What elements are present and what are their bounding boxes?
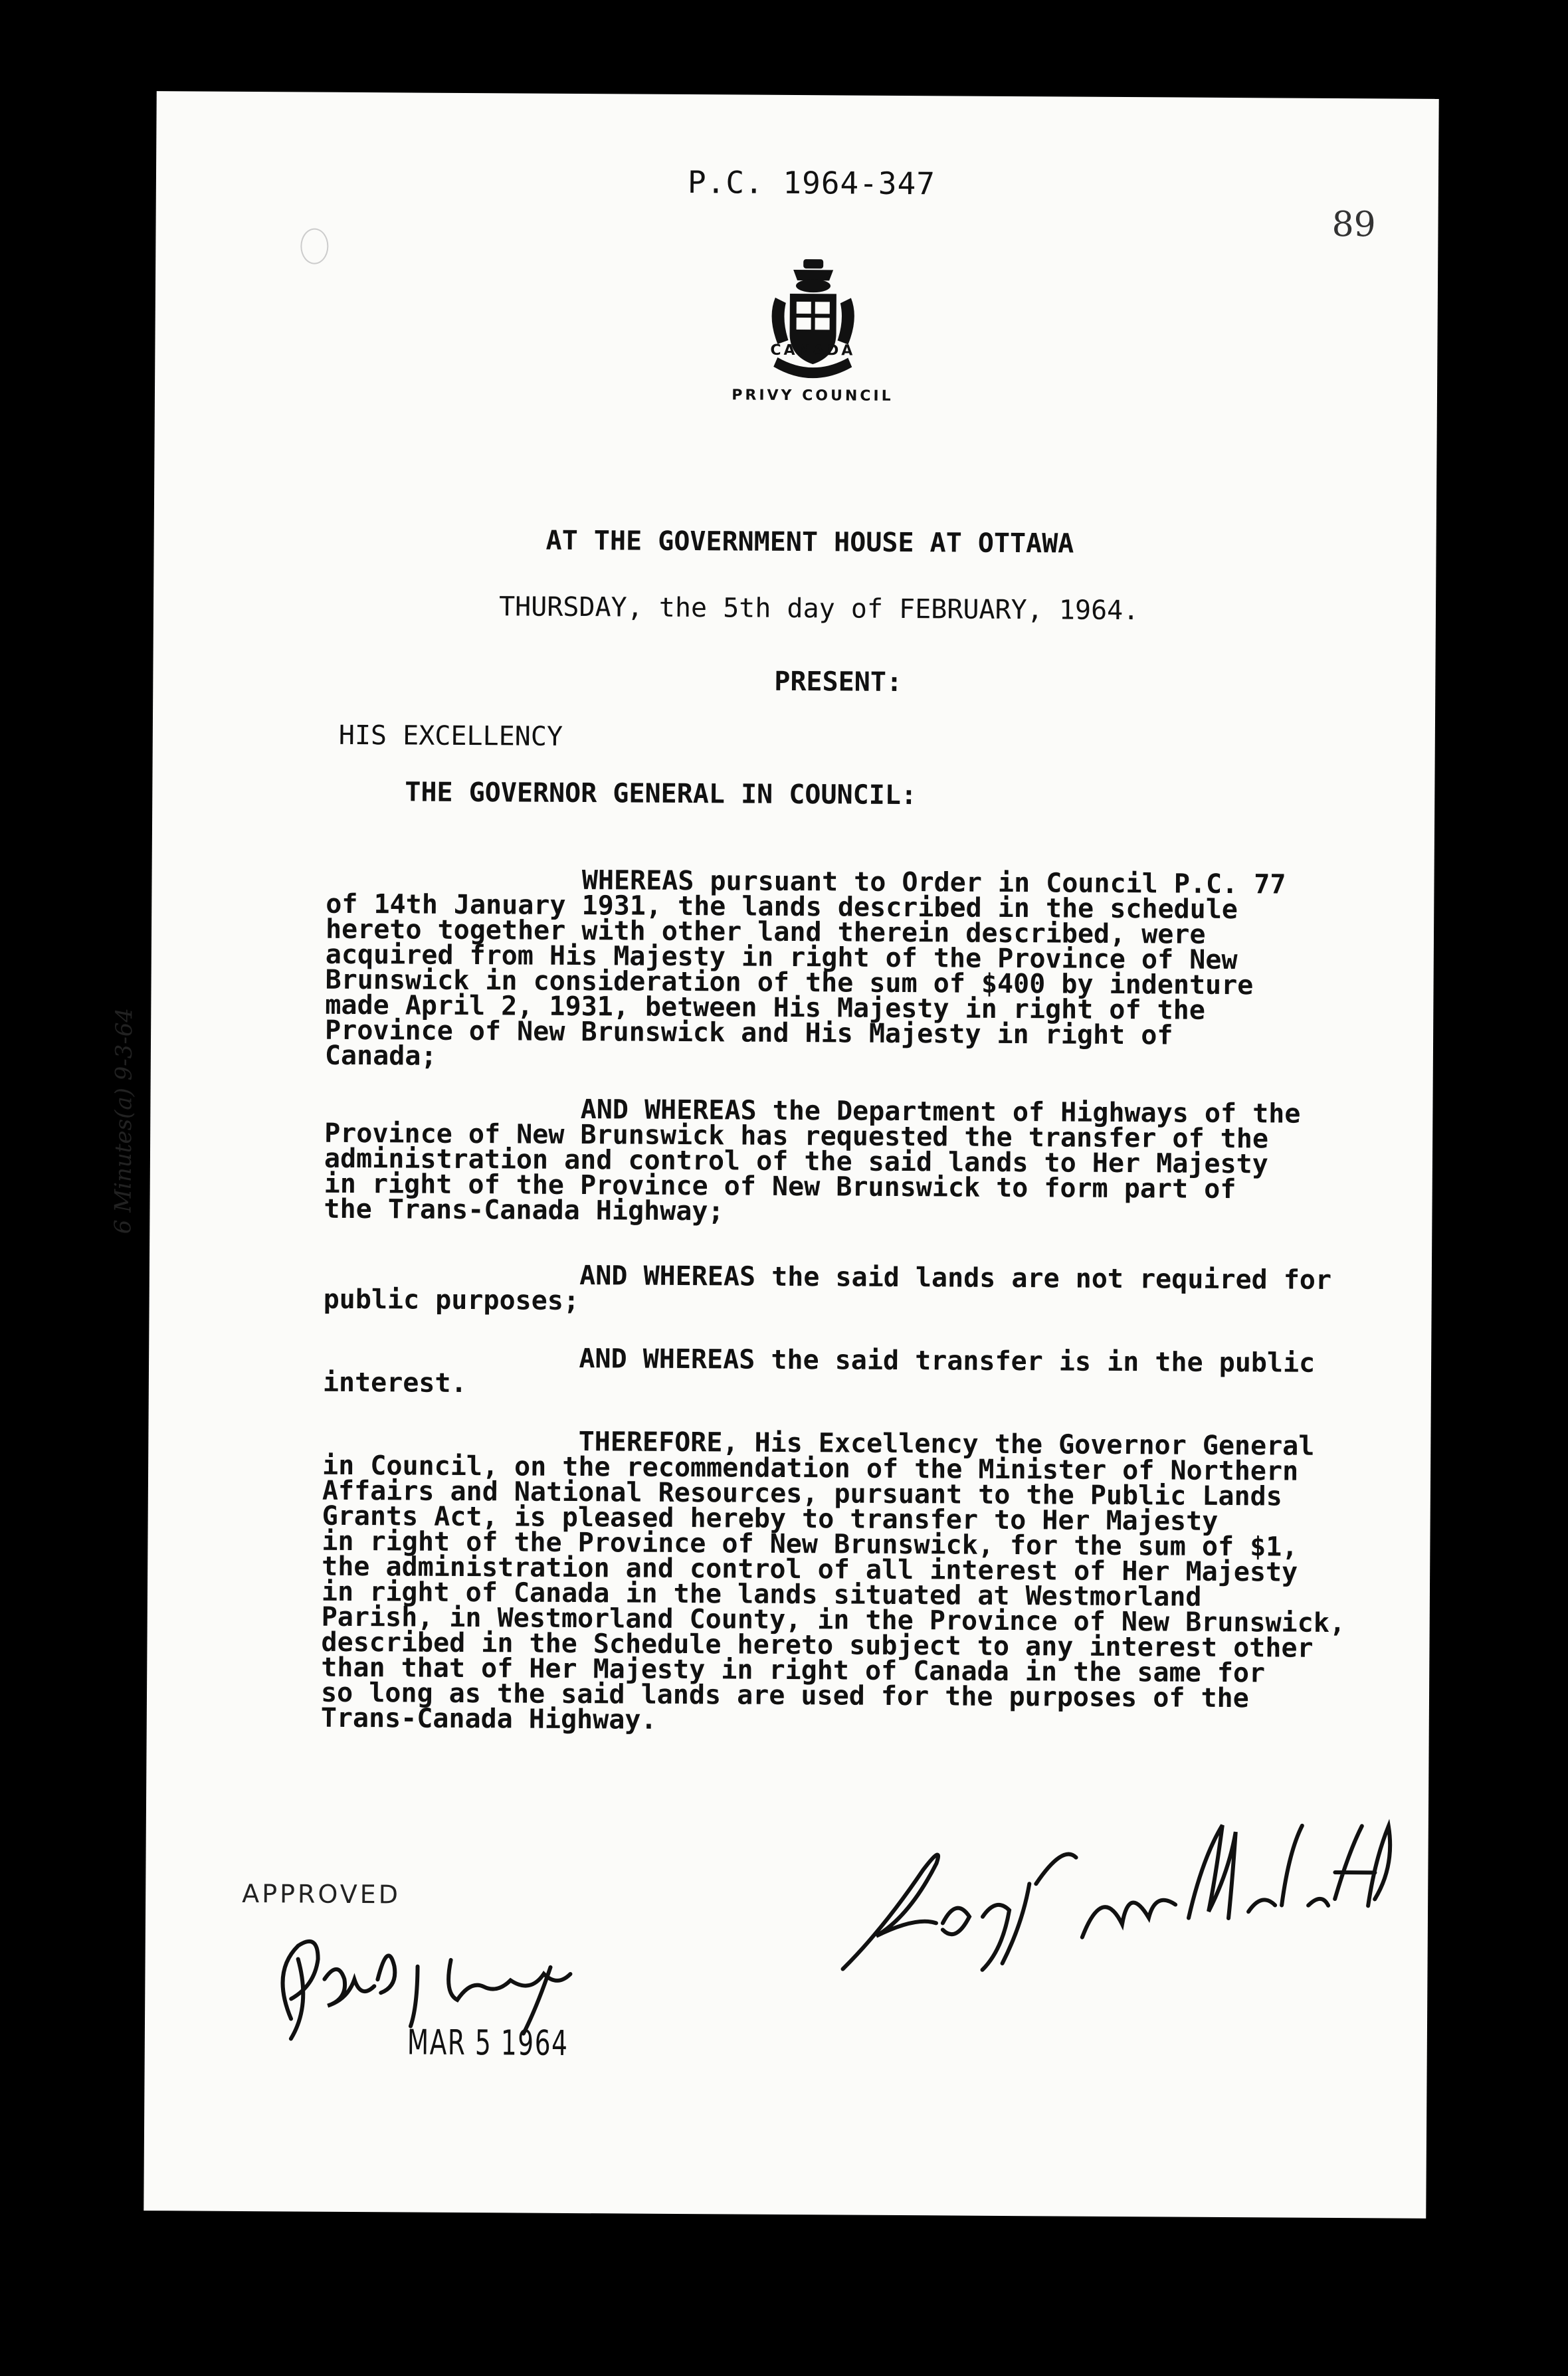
- order-number: P.C. 1964-347: [687, 164, 936, 202]
- clerk-signature: [816, 1803, 1402, 1992]
- document-page: [110, 91, 1438, 2219]
- privy-council-label: PRIVY COUNCIL: [732, 387, 894, 405]
- his-excellency: HIS EXCELLENCY: [338, 720, 563, 752]
- present-label: PRESENT:: [774, 666, 903, 698]
- whereas-paragraph-2: AND WHEREAS the Department of Highways of the Province of New Brunswick has requested the transfer of the administration and control of the said lands to Her Majesty in right of the Province of New Brunswick to form part of the Trans-Canada Highway;: [324, 1092, 1301, 1227]
- date-line: THURSDAY, the 5th day of FEBRUARY, 1964.: [498, 591, 1139, 627]
- governor-general-in-council: THE GOVERNOR GENERAL IN COUNCIL:: [405, 777, 918, 811]
- therefore-paragraph: THEREFORE, His Excellency the Governor General in Council, on the recommendation of the Minister of Northern Affairs and National Resources, pursuant to the Public Lands Grants Act, is pleased hereby to transfer to Her Majesty in right of the Province of New Brunswick, for the sum of $1, the administration and control of all interest of Her Majesty in right of Canada in the lands situated at Westmorland Parish, in Westmorland County, in the Province of New Brunswick, described in the Schedule hereto subject to any interest other than that of Her Majesty in right of Canada in the same for so long as the said lands are used for the purposes of the Trans-Canada Highway.: [320, 1425, 1346, 1735]
- folio-number: 89: [1331, 204, 1376, 245]
- whereas-paragraph-4: AND WHEREAS the said transfer is in the public interest.: [322, 1341, 1316, 1399]
- approved-stamp: APPROVED: [242, 1878, 401, 1910]
- whereas-paragraph-1: WHEREAS pursuant to Order in Council P.C. 77 of 14th January 1931, the lands described in the schedule hereto together with other land therein described, were acquired from His Majesty in right of the Province of New Brunswick in consideration of the sum of $400 by indenture made April 2, 1931, between His Majesty in right of the Province of New Brunswick and His Majesty in right of Canada;: [324, 863, 1286, 1072]
- whereas-paragraph-3: AND WHEREAS the said lands are not required for public purposes;: [323, 1258, 1332, 1317]
- margin-annotation: 6 Minutes(a) 9-3-64: [110, 1007, 138, 1235]
- approval-date-stamp: MAR 5 1964: [407, 2023, 569, 2064]
- punch-hole: [300, 228, 328, 264]
- location-heading: AT THE GOVERNMENT HOUSE AT OTTAWA: [545, 525, 1074, 559]
- country-label: CANADA: [770, 342, 856, 359]
